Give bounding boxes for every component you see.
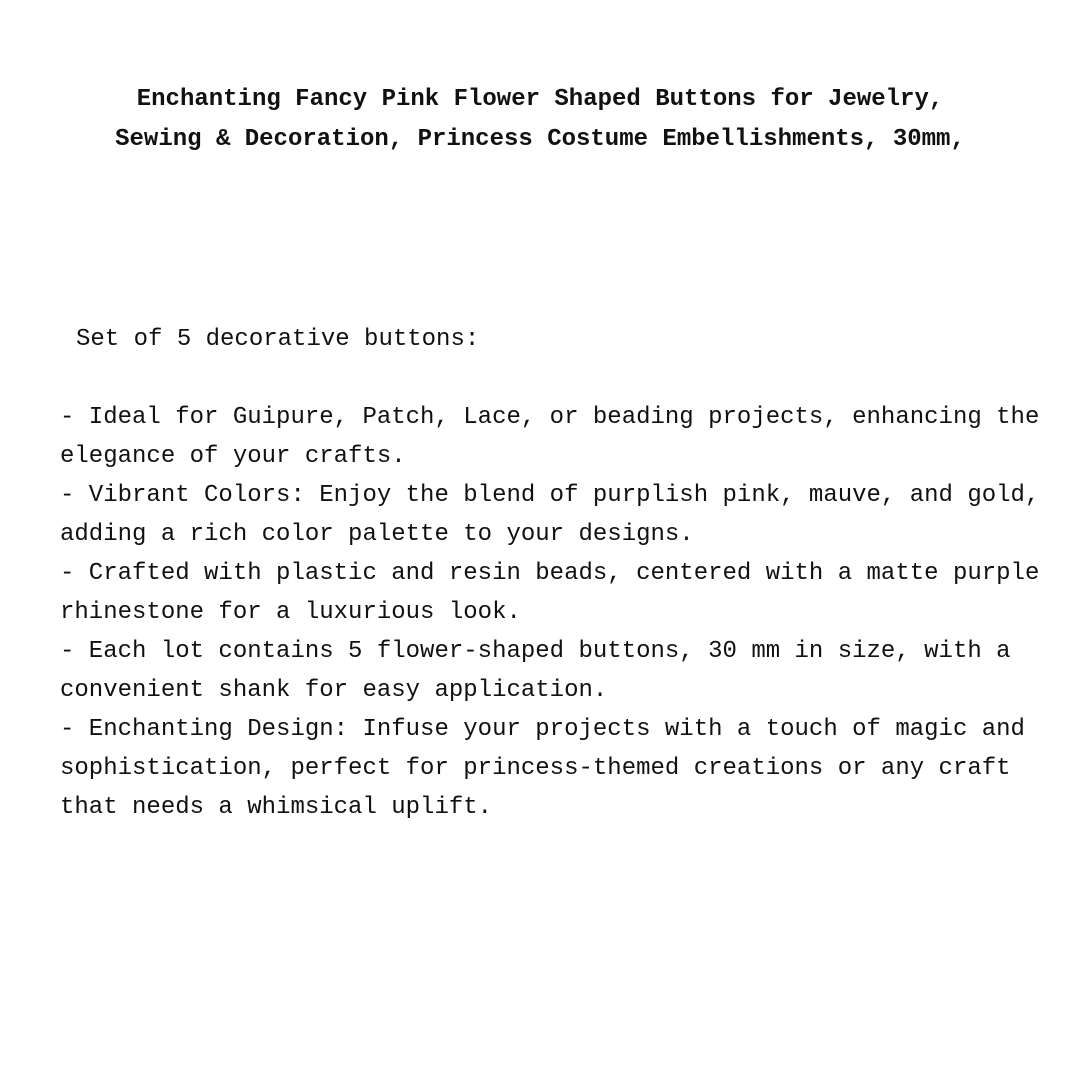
product-description	[60, 320, 1054, 827]
product-title: Enchanting Fancy Pink Flower Shaped Buttons for Jewelry, Sewing & Decoration, Princess Costume Embellishments, 30mm,	[115, 86, 965, 153]
feature-item: - Vibrant Colors: Enjoy the blend of purplish pink, mauve, and gold, adding a rich color palette to your designs.	[60, 482, 1054, 548]
feature-item: - Crafted with plastic and resin beads, centered with a matte purple rhinestone for a luxurious look.	[60, 560, 1054, 626]
feature-list	[60, 398, 1054, 827]
feature-item: - Each lot contains 5 flower-shaped buttons, 30 mm in size, with a convenient shank for easy application.	[60, 638, 1025, 704]
feature-item: - Enchanting Design: Infuse your projects with a touch of magic and sophistication, perfect for princess-themed creations or any craft that needs a whimsical uplift.	[60, 716, 1040, 821]
description-intro: Set of 5 decorative buttons:	[76, 326, 480, 353]
feature-item: - Ideal for Guipure, Patch, Lace, or beading projects, enhancing the elegance of your crafts.	[60, 404, 1054, 470]
